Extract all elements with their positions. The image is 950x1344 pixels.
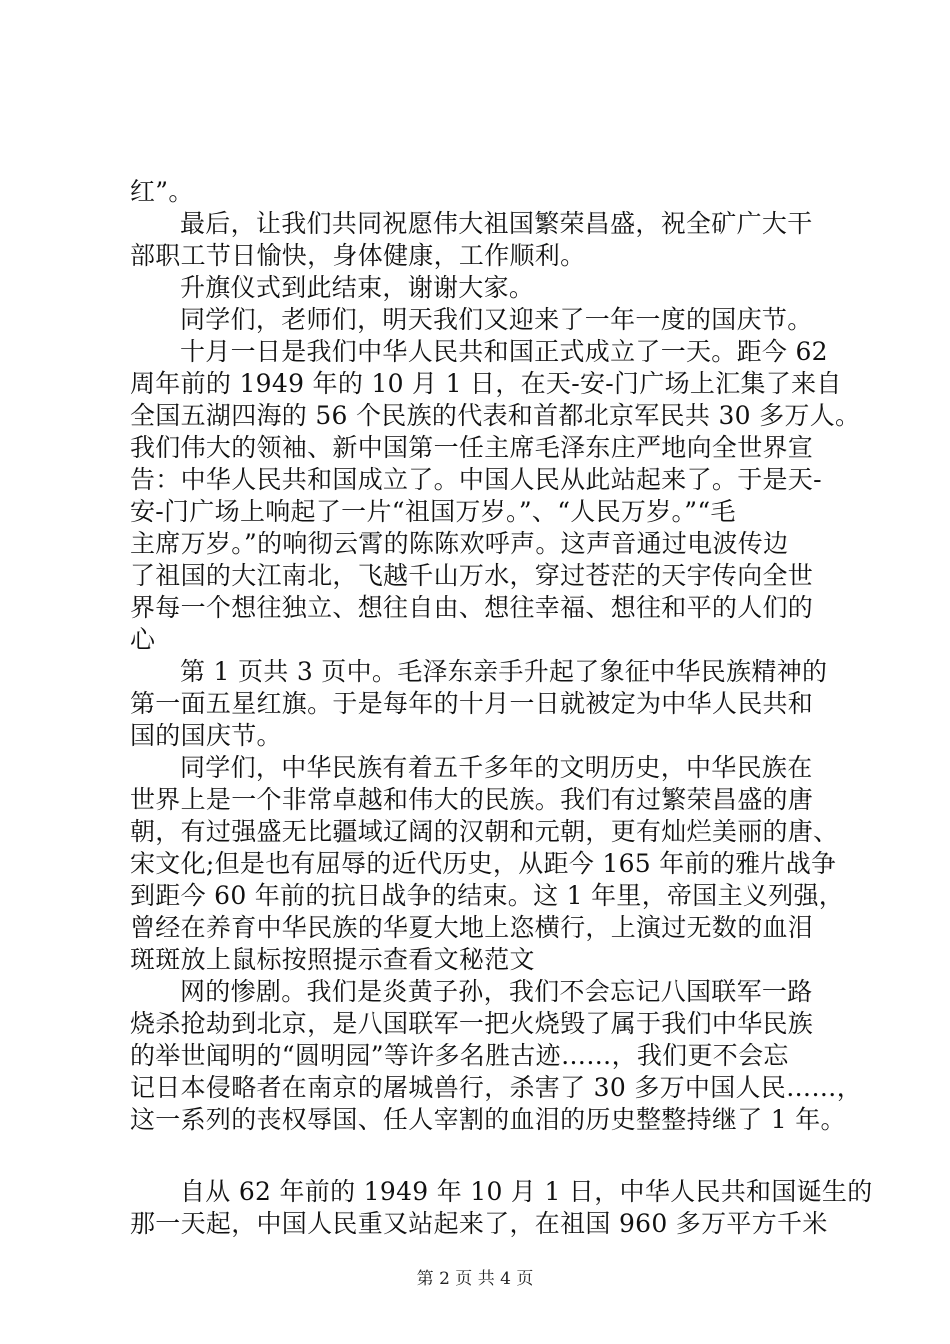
text-line: 最后，让我们共同祝愿伟大祖国繁荣昌盛，祝全矿广大干 — [180, 209, 813, 238]
text-line: 同学们，中华民族有着五千多年的文明历史，中华民族在 — [180, 753, 813, 782]
text-line: 心 — [130, 625, 156, 654]
text-line: 周年前的 1949 年的 10 月 1 日，在天-安-门广场上汇集了来自 — [130, 369, 842, 398]
text-line: 那一天起，中国人民重又站起来了，在祖国 960 多万平方千米 — [130, 1209, 828, 1238]
body-text — [130, 176, 873, 1240]
text-line: 第 1 页共 3 页中。毛泽东亲手升起了象征中华民族精神的 — [180, 657, 828, 686]
text-line: 这一系列的丧权辱国、任人宰割的血泪的历史整整持继了 1 年。 — [130, 1105, 846, 1134]
text-line: 第一面五星红旗。于是每年的十月一日就被定为中华人民共和 — [130, 689, 814, 718]
text-line: 世界上是一个非常卓越和伟大的民族。我们有过繁荣昌盛的唐 — [130, 785, 814, 814]
text-line: 安-门广场上响起了一片“祖国万岁。”、“人民万岁。”“毛 — [130, 497, 736, 526]
text-line: 主席万岁。”的响彻云霄的陈陈欢呼声。这声音通过电波传边 — [130, 529, 789, 558]
text-line: 红”。 — [130, 177, 194, 206]
text-line: 朝，有过强盛无比疆域辽阔的汉朝和元朝，更有灿烂美丽的唐、 — [130, 817, 839, 846]
text-line: 到距今 60 年前的抗日战争的结束。这 1 年里，帝国主义列强， — [130, 881, 845, 910]
text-line: 我们伟大的领袖、新中国第一任主席毛泽东庄严地向全世界宣 — [130, 433, 814, 462]
text-line: 十月一日是我们中华人民共和国正式成立了一天。距今 62 — [180, 337, 828, 366]
page-footer: 第 2 页 共 4 页 — [416, 1269, 534, 1289]
text-line: 记日本侵略者在南京的屠城兽行，杀害了 30 多万中国人民……， — [130, 1073, 863, 1102]
text-line: 同学们，老师们，明天我们又迎来了一年一度的国庆节。 — [180, 305, 813, 334]
text-line: 升旗仪式到此结束，谢谢大家。 — [180, 273, 535, 302]
text-line: 全国五湖四海的 56 个民族的代表和首都北京军民共 30 多万人。 — [130, 401, 861, 430]
text-line: 自从 62 年前的 1949 年 10 月 1 日，中华人民共和国诞生的 — [180, 1177, 873, 1206]
text-line: 宋文化;但是也有屈辱的近代历史，从距今 165 年前的雅片战争 — [130, 849, 837, 878]
text-line: 部职工节日愉快，身体健康，工作顺利。 — [130, 241, 586, 270]
text-line: 的举世闻明的“圆明园”等许多名胜古迹……，我们更不会忘 — [130, 1041, 789, 1070]
text-line: 了祖国的大江南北，飞越千山万水，穿过苍茫的天宇传向全世 — [130, 561, 814, 590]
text-line: 界每一个想往独立、想往自由、想往幸福、想往和平的人们的 — [130, 593, 814, 622]
text-line: 告：中华人民共和国成立了。中国人民从此站起来了。于是天- — [130, 465, 822, 494]
text-line: 斑斑放上鼠标按照提示查看文秘范文 — [130, 945, 535, 974]
text-line: 曾经在养育中华民族的华夏大地上恣横行，上演过无数的血泪 — [130, 913, 814, 942]
text-line: 国的国庆节。 — [130, 721, 282, 750]
text-line: 烧杀抢劫到北京，是八国联军一把火烧毁了属于我们中华民族 — [130, 1009, 814, 1038]
text-line — [130, 1136, 835, 1176]
text-line: 网的惨剧。我们是炎黄子孙，我们不会忘记八国联军一路 — [180, 977, 813, 1006]
